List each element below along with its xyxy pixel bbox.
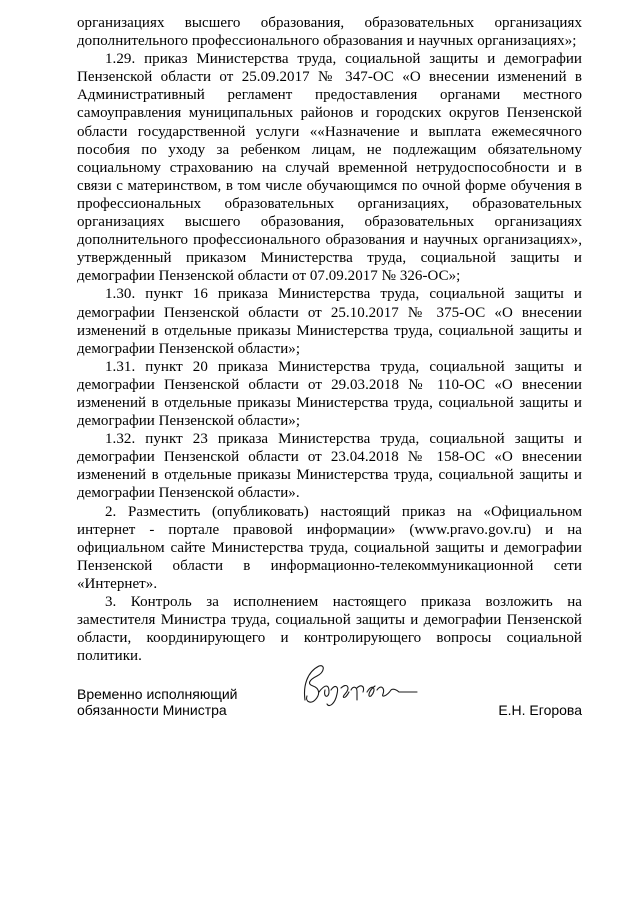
paragraph-1-32: 1.32. пункт 23 приказа Министерства труда, социальной защиты и демографии Пензенской области от 23.04.2018 № 158-ОС «О внесении изменений в отдельные приказы Министерства труда, социальной защиты и демографии Пензенской области». [77,431,582,502]
signature-block [77,686,582,746]
signatory-title-line-2: обязанности Министра [77,702,227,718]
handwritten-signature [295,660,425,710]
paragraph-2: 2. Разместить (опубликовать) настоящий приказ на «Официальном интернет - портале правовой информации» (www.pravo.gov.ru) и на официальном сайте Министерства труда, социальной защиты и демографии Пензенской области в информационно-телекоммуникационной сети «Интернет». [77,503,582,592]
signatory-title-line-1: Временно исполняющий [77,686,238,702]
paragraph-1-30: 1.30. пункт 16 приказа Министерства труда, социальной защиты и демографии Пензенской области от 25.10.2017 № 375-ОС «О внесении изменений в отдельные приказы Министерства труда, социальной защиты и демографии Пензенской области»; [77,286,582,357]
paragraph-1-31: 1.31. пункт 20 приказа Министерства труда, социальной защиты и демографии Пензенской области от 29.03.2018 № 110-ОС «О внесении изменений в отдельные приказы Министерства труда, социальной защиты и демографии Пензенской области»; [77,358,582,430]
document-body [77,14,582,665]
signatory-name: Е.Н. Егорова [498,702,582,718]
signatory-title [77,686,277,718]
paragraph-3: 3. Контроль за исполнением настоящего приказа возложить на заместителя Министра труда, социальной защиты и демографии Пензенской области, координирующего и контролирующего вопросы социальной политики. [77,594,582,665]
paragraph-continuation: организациях высшего образования, образовательных организациях дополнительного профессионального образования и научных организациях»; [77,15,582,50]
paragraph-1-29: 1.29. приказ Министерства труда, социальной защиты и демографии Пензенской области от 25.09.2017 № 347-ОС «О внесении изменений в Административный регламент предоставления органами местного самоуправления муниципальных районов и городских округов Пензенской области государственной услуги ««Назначение и выплата ежемесячного пособия по уходу за ребенком лицам, не подлежащим обязательному социальному страхованию на случай временной нетрудоспособности и в связи с материнством, в том числе обучающимся по очной форме обучения в профессиональных образовательных организациях, образовательных организациях высшего образования, образовательных организациях дополнительного профессионального образования и научных организациях», утвержденный приказом Министерства труда, социальной защиты и демографии Пензенской области от 07.09.2017 № 326-ОС»; [77,51,582,285]
